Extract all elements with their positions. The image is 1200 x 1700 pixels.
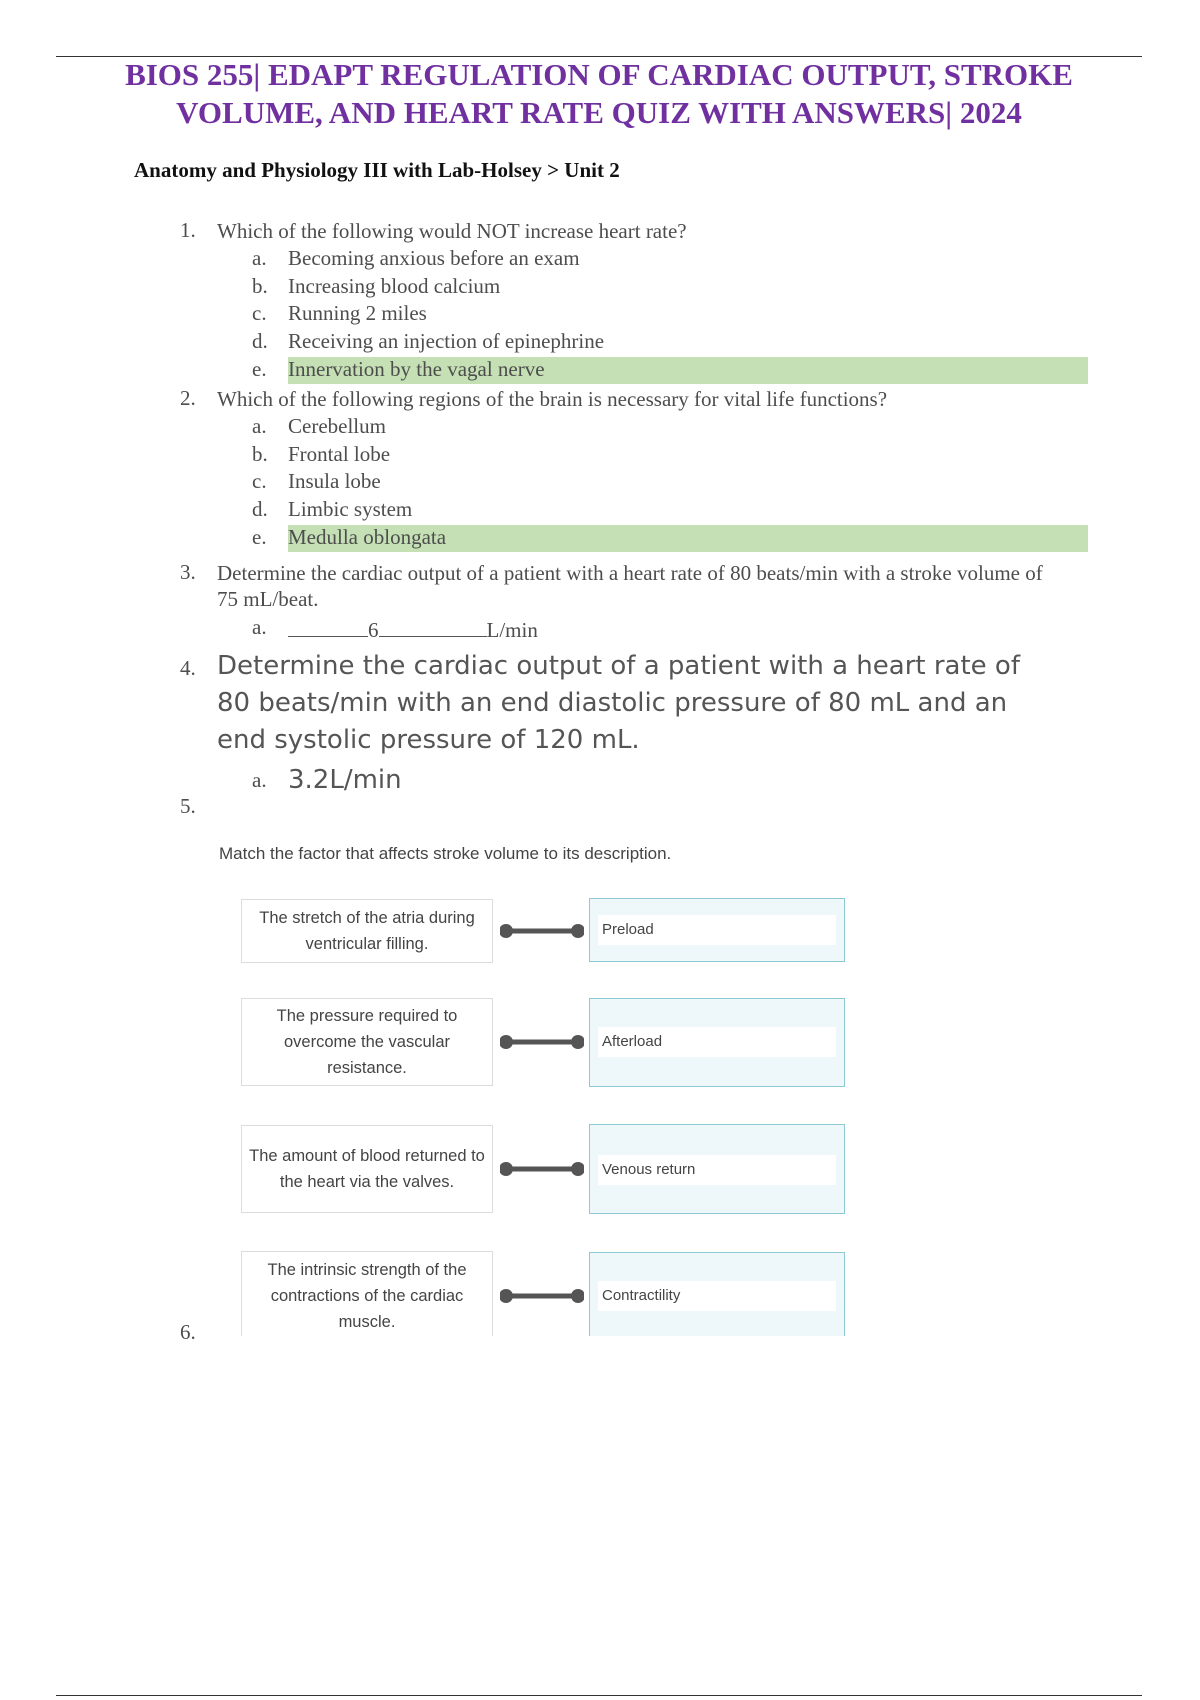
matching-prompt: Match the factor that affects stroke volume to its description. <box>219 844 672 863</box>
option-letter: c. <box>252 469 267 493</box>
connector-1 <box>500 923 584 939</box>
option-letter: c. <box>252 301 267 325</box>
connector-4 <box>500 1288 584 1304</box>
match-term-4: Contractility <box>598 1281 836 1311</box>
connector-2 <box>500 1034 584 1050</box>
match-term-3: Venous return <box>598 1155 836 1185</box>
question-text: Which of the following would NOT increase heart rate? <box>217 219 687 243</box>
match-term-box-1[interactable] <box>589 898 845 962</box>
match-description-3[interactable]: The amount of blood returned to the heart via the valves. <box>241 1125 493 1213</box>
question-text: Which of the following regions of the brain is necessary for vital life functions? <box>217 387 888 411</box>
option-text: Running 2 miles <box>288 301 427 325</box>
match-description-2[interactable]: The pressure required to overcome the vascular resistance. <box>241 998 493 1086</box>
option-text: Medulla oblongata <box>288 525 447 549</box>
option-text: Frontal lobe <box>288 442 391 466</box>
question-number: 2. <box>180 386 196 410</box>
match-term-1: Preload <box>598 915 836 945</box>
bottom-rule <box>56 1695 1142 1696</box>
breadcrumb: Anatomy and Physiology III with Lab-Holsey > Unit 2 <box>134 158 620 182</box>
question-number: 5. <box>180 794 196 818</box>
option-text: Innervation by the vagal nerve <box>288 357 545 381</box>
title-line-2: VOLUME, AND HEART RATE QUIZ WITH ANSWERS| 2024 <box>176 95 1022 130</box>
title-line-1: BIOS 255| EDAPT REGULATION OF CARDIAC OUTPUT, STROKE <box>125 57 1073 92</box>
answer-text: 3.2L/min <box>288 765 402 795</box>
match-term-box-2[interactable] <box>589 998 845 1087</box>
option-letter: b. <box>252 274 268 298</box>
option-letter: d. <box>252 497 268 521</box>
question-number: 1. <box>180 218 196 242</box>
option-letter: a. <box>252 768 267 792</box>
option-text: Limbic system <box>288 497 413 521</box>
question-number: 4. <box>180 656 196 680</box>
option-text: Receiving an injection of epinephrine <box>288 329 605 353</box>
match-description-4[interactable]: The intrinsic strength of the contractions of the cardiac muscle. <box>241 1251 493 1336</box>
question-number: 6. <box>180 1320 196 1344</box>
option-letter: e. <box>252 357 267 381</box>
option-text: Increasing blood calcium <box>288 274 501 298</box>
question-text: Determine the cardiac output of a patient with a heart rate of 80 beats/min with an end diastolic pressure of 80 mL and an end systolic pressure of 120 mL. <box>217 651 1020 755</box>
match-term-box-4[interactable] <box>589 1252 845 1336</box>
option-text: Becoming anxious before an exam <box>288 246 580 270</box>
match-description-1[interactable]: The stretch of the atria during ventricular filling. <box>241 899 493 963</box>
match-term-box-3[interactable] <box>589 1124 845 1214</box>
option-letter: d. <box>252 329 268 353</box>
question-text: Determine the cardiac output of a patient with a heart rate of 80 beats/min with a stroke volume of 75 mL/beat. <box>217 561 1043 611</box>
option-letter: a. <box>252 246 267 270</box>
match-term-2: Afterload <box>598 1027 836 1057</box>
option-text: Cerebellum <box>288 414 386 438</box>
connector-3 <box>500 1161 584 1177</box>
option-letter: a. <box>252 414 267 438</box>
option-text: Insula lobe <box>288 469 381 493</box>
answer-value: 6 <box>368 618 379 642</box>
answer-unit: L/min <box>486 618 538 642</box>
option-letter: a. <box>252 615 267 639</box>
question-number: 3. <box>180 560 196 584</box>
option-letter: e. <box>252 525 267 549</box>
option-letter: b. <box>252 442 268 466</box>
